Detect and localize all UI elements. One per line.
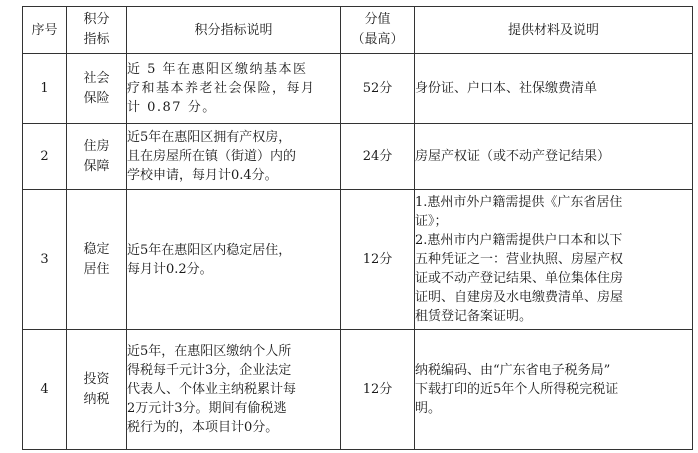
header-materials: 提供材料及说明 [415,7,693,54]
row-description-line: 计 0.87 分。 [127,100,217,115]
row-materials [415,54,693,124]
header-points [341,7,415,54]
row-category [67,330,127,450]
row-materials-line: 五种凭证之一：营业执照、房屋产权 [415,252,624,267]
row-materials [415,190,693,330]
row-category-line: 保障 [83,158,110,174]
row-materials [415,330,693,450]
header-category-line: 积分 [83,12,110,27]
row-description-line: 每月计0.2分。 [127,261,213,277]
row-description-line: 得税每千元计3分，企业法定 [127,363,292,378]
row-category [67,124,127,190]
row-category-line: 纳税 [83,391,110,407]
row-description [127,54,341,124]
row-description [127,124,341,190]
row-description [127,330,341,450]
row-serial-number: 3 [23,190,67,330]
row-category-line: 居住 [83,261,110,277]
header-category-line: 指标 [83,32,110,47]
header-category [67,7,127,54]
row-materials-line: 证》； [415,214,448,229]
row-points: 52分 [341,54,415,124]
row-materials-line: 证或不动产登记结果、单位集体住房 [415,271,624,286]
row-materials-line: 身份证、户口本、社保缴费清单 [415,81,598,96]
row-serial-number: 1 [23,54,67,124]
row-category-line: 投资 [83,371,110,387]
row-description-line: 近 5 年在惠阳区缴纳基本医 [127,62,308,77]
row-description-line: 近5年在惠阳区内稳定居住， [127,242,292,258]
table-row [23,190,693,330]
table-header-row [23,7,693,54]
row-description-line: 疗和基本养老社会保险，每月 [127,81,316,96]
row-description-line: 代表人、个体业主纳税累计每 [127,382,297,397]
row-serial-number: 4 [23,330,67,450]
row-description [127,190,341,330]
row-materials-line: 明。 [415,401,442,416]
row-category-line: 住房 [83,138,110,154]
row-description-line: 且在房屋所在镇（街道）内的 [127,149,297,164]
row-materials-line: 证明、自建房及水电缴费清单、房屋 [415,290,624,305]
row-category [67,190,127,330]
table-row [23,330,693,450]
row-description-line: 近5年，在惠阳区缴纳个人所 [127,344,292,359]
row-category [67,54,127,124]
header-description: 积分指标说明 [127,7,341,54]
row-category-line: 社会 [83,70,110,86]
row-category-line: 稳定 [83,241,110,257]
table-row [23,54,693,124]
row-materials [415,124,693,190]
row-description-line: 近5年在惠阳区拥有产权房， [127,130,292,145]
row-materials-line: 下载打印的近5年个人所得税完税证 [415,382,619,397]
row-category-line: 保险 [83,90,110,106]
row-description-line: 学校申请，每月计0.4分。 [127,168,278,183]
table-row [23,124,693,190]
row-points: 12分 [341,190,415,330]
header-serial-number: 序号 [23,7,67,54]
row-points: 12分 [341,330,415,450]
points-table [22,6,693,450]
row-materials-line: 房屋产权证（或不动产登记结果） [415,149,611,164]
row-serial-number: 2 [23,124,67,190]
row-materials-line: 纳税编码、由“广东省电子税务局” [415,363,611,378]
row-materials-line: 1.惠州市外户籍需提供《广东省居住 [415,195,623,210]
header-points-line: （最高） [351,32,404,47]
row-materials-line: 2.惠州市内户籍需提供户口本和以下 [415,233,623,248]
row-description-line: 税行为的，本项目计0分。 [127,420,279,435]
row-points: 24分 [341,124,415,190]
header-points-line: 分值 [364,12,391,27]
row-materials-line: 租赁登记备案证明。 [415,309,533,324]
row-description-line: 2万元计3分。期间有偷税逃 [127,401,287,416]
